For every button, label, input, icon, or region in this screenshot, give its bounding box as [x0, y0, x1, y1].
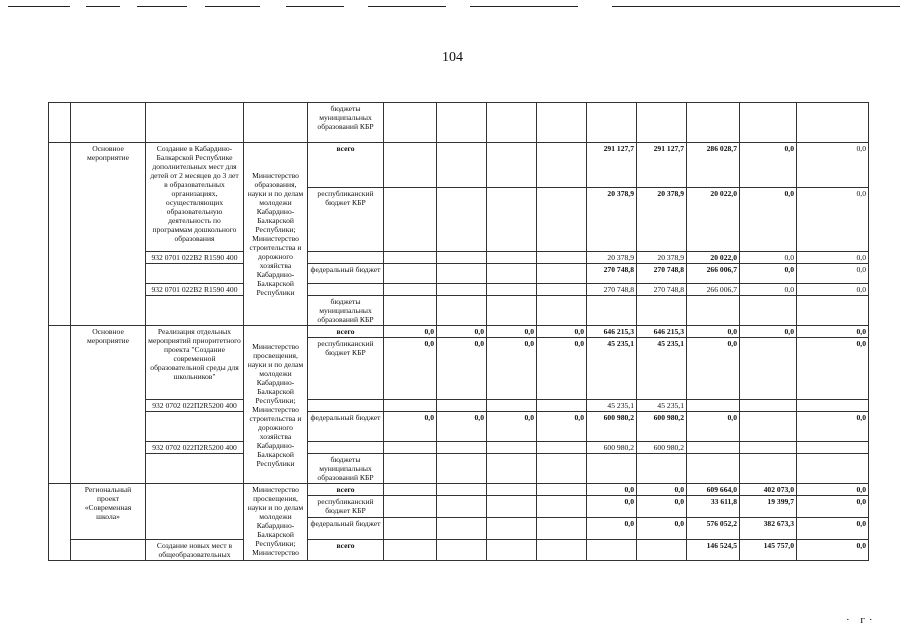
value-cell: 45 235,1: [637, 338, 687, 400]
table-cell: 0,0: [537, 412, 587, 442]
table-cell: [740, 400, 797, 412]
value-cell: 0,0: [740, 188, 797, 252]
value-cell: 20 378,9: [637, 188, 687, 252]
table-cell: [487, 400, 537, 412]
table-cell: [487, 188, 537, 252]
table-row: [49, 326, 869, 338]
table-cell: [487, 442, 537, 454]
table-cell: [537, 103, 587, 143]
value-cell: 291 127,7: [637, 143, 687, 188]
corner-mark: · г·: [846, 614, 877, 626]
table-cell: [487, 143, 537, 188]
table-cell: 0,0: [384, 412, 437, 442]
value-cell: 0,0: [797, 338, 869, 400]
table-cell: [437, 264, 487, 284]
table-cell: [437, 518, 487, 540]
value-cell: 0,0: [587, 496, 637, 518]
source-label: федеральный бюджет: [308, 264, 384, 284]
header-rule: [86, 6, 120, 7]
value-cell: 646 215,3: [637, 326, 687, 338]
table-cell: [146, 412, 244, 442]
table-cell: [384, 442, 437, 454]
table-cell: [687, 400, 740, 412]
table-cell: [384, 264, 437, 284]
table-cell: [537, 264, 587, 284]
table-cell: [637, 103, 687, 143]
page-number: 104: [442, 50, 463, 65]
value-cell: [740, 338, 797, 400]
value-cell: 576 052,2: [687, 518, 740, 540]
table-row: [49, 252, 869, 264]
table-cell: [384, 496, 437, 518]
table-cell: [384, 296, 437, 326]
table-cell: 0,0: [487, 412, 537, 442]
executor: Министерство просвещения, науки и по делам молодежи Кабардино-Балкарской Республики; Министерство: [244, 484, 308, 561]
value-cell: 20 022,0: [687, 252, 740, 264]
table-cell: [49, 326, 71, 484]
table-cell: [384, 252, 437, 264]
table-cell: [637, 454, 687, 484]
table-cell: [437, 484, 487, 496]
header-rule: [137, 6, 187, 7]
table-row: [49, 540, 869, 561]
table-cell: 0,0: [437, 412, 487, 442]
value-cell: 45 235,1: [637, 400, 687, 412]
value-cell: 270 748,8: [637, 264, 687, 284]
budget-table: [48, 102, 869, 561]
table-cell: [587, 296, 637, 326]
value-cell: 0,0: [797, 264, 869, 284]
value-cell: 20 022,0: [687, 188, 740, 252]
value-cell: 19 399,7: [740, 496, 797, 518]
value-cell: 600 980,2: [637, 442, 687, 454]
table-cell: [487, 496, 537, 518]
table-cell: [308, 442, 384, 454]
table-cell: 0,0: [537, 326, 587, 338]
table-cell: 0,0: [487, 326, 537, 338]
table-cell: [537, 400, 587, 412]
value-cell: 45 235,1: [587, 400, 637, 412]
table-cell: [49, 484, 71, 561]
value-cell: 0,0: [797, 326, 869, 338]
value-cell: 0,0: [797, 188, 869, 252]
table-cell: [437, 188, 487, 252]
value-cell: 0,0: [797, 484, 869, 496]
table-cell: [146, 296, 244, 326]
table-row: [49, 296, 869, 326]
table-cell: [437, 284, 487, 296]
table-cell: 0,0: [384, 326, 437, 338]
source-label: республиканский бюджет КБР: [308, 496, 384, 518]
header-rule: [612, 6, 900, 7]
value-cell: 33 611,8: [687, 496, 740, 518]
table-cell: [487, 264, 537, 284]
table-cell: [797, 103, 869, 143]
header-rule: [368, 6, 446, 7]
table-cell: [384, 103, 437, 143]
table-cell: [49, 103, 71, 143]
value-cell: 0,0: [740, 264, 797, 284]
value-cell: 266 006,7: [687, 264, 740, 284]
table-cell: [487, 252, 537, 264]
value-cell: 0,0: [687, 412, 740, 442]
table-cell: [437, 454, 487, 484]
table-cell: 0,0: [437, 338, 487, 400]
table-cell: [437, 143, 487, 188]
table-cell: [437, 252, 487, 264]
table-cell: [437, 540, 487, 561]
value-cell: 270 748,8: [587, 284, 637, 296]
activity-name: Создание в Кабардино-Балкарской Республике дополнительных мест для детей от 2 месяцев до 3 лет в образовательных организациях, осуществляющих образовательную деятельность по программам дошкольного образования: [146, 143, 244, 252]
value-cell: [740, 412, 797, 442]
table-cell: [437, 400, 487, 412]
value-cell: 266 006,7: [687, 284, 740, 296]
value-cell: 0,0: [687, 338, 740, 400]
table-cell: [384, 143, 437, 188]
table-cell: [687, 454, 740, 484]
source-label: федеральный бюджет: [308, 518, 384, 540]
table-cell: [537, 296, 587, 326]
value-cell: 291 127,7: [587, 143, 637, 188]
value-cell: 45 235,1: [587, 338, 637, 400]
value-cell: 0,0: [797, 518, 869, 540]
table-cell: [687, 442, 740, 454]
table-cell: 0,0: [437, 326, 487, 338]
table-cell: [71, 103, 146, 143]
table-cell: [537, 518, 587, 540]
table-cell: [437, 296, 487, 326]
source-label: всего: [308, 484, 384, 496]
header-rule: [8, 6, 70, 7]
table-cell: [308, 400, 384, 412]
activity-name: Создание новых мест в общеобразовательных: [146, 540, 244, 561]
source-label: республиканский бюджет КБР: [308, 338, 384, 400]
table-cell: [487, 454, 537, 484]
value-cell: 145 757,0: [740, 540, 797, 561]
table-cell: 0,0: [487, 338, 537, 400]
table-cell: [537, 143, 587, 188]
table-cell: [587, 540, 637, 561]
table-cell: [537, 284, 587, 296]
value-cell: 20 378,9: [587, 188, 637, 252]
table-cell: [740, 442, 797, 454]
table-cell: [740, 454, 797, 484]
table-cell: [308, 252, 384, 264]
table-cell: [49, 143, 71, 326]
executor: Министерство просвещения, науки и по делам молодежи Кабардино-Балкарской Республики; Министерство строительства и дорожного хозяйства Кабардино-Балкарской Республики: [244, 326, 308, 484]
value-cell: 600 980,2: [587, 412, 637, 442]
value-cell: 0,0: [797, 540, 869, 561]
table-cell: [487, 540, 537, 561]
kbk-code: 932 0702 022П2R5200 400: [146, 400, 244, 412]
value-cell: 0,0: [740, 252, 797, 264]
executor: Министерство образования, науки и по делам молодежи Кабардино-Балкарской Республики; Министерство строительства и дорожного хозяйства Кабардино-Балкарской Республики: [244, 143, 308, 326]
source-label: всего: [308, 540, 384, 561]
table-cell: [384, 454, 437, 484]
value-cell: 0,0: [637, 484, 687, 496]
table-cell: [437, 103, 487, 143]
table-row: [49, 400, 869, 412]
value-cell: 270 748,8: [587, 264, 637, 284]
table-row: [49, 143, 869, 188]
table-cell: [487, 484, 537, 496]
value-cell: 646 215,3: [587, 326, 637, 338]
activity-name: Реализация отдельных мероприятий приоритетного проекта "Создание современной образовательной среды для школьников": [146, 326, 244, 400]
value-cell: 0,0: [587, 484, 637, 496]
table-cell: [437, 496, 487, 518]
table-cell: [437, 442, 487, 454]
row-kind: Региональный проект «Современная школа»: [71, 484, 146, 540]
table-cell: [537, 454, 587, 484]
header-rule: [205, 6, 260, 7]
source-label: бюджеты муниципальных образований КБР: [308, 296, 384, 326]
value-cell: 0,0: [687, 326, 740, 338]
table-row: [49, 284, 869, 296]
table-cell: [740, 103, 797, 143]
table-cell: [537, 540, 587, 561]
value-cell: 0,0: [587, 518, 637, 540]
table-cell: [797, 400, 869, 412]
table-cell: [146, 454, 244, 484]
table-cell: [797, 442, 869, 454]
value-cell: 146 524,5: [687, 540, 740, 561]
table-cell: [146, 264, 244, 284]
header-rule: [286, 6, 344, 7]
table-cell: [637, 540, 687, 561]
table-cell: [537, 442, 587, 454]
row-kind: Основное мероприятие: [71, 326, 146, 484]
table-cell: [487, 296, 537, 326]
table-cell: [146, 484, 244, 540]
table-cell: [537, 188, 587, 252]
table-cell: [487, 103, 537, 143]
value-cell: 0,0: [797, 412, 869, 442]
table-cell: [587, 103, 637, 143]
value-cell: 382 673,3: [740, 518, 797, 540]
table-cell: [797, 296, 869, 326]
table-cell: [537, 252, 587, 264]
table-cell: 0,0: [384, 338, 437, 400]
table-cell: [537, 484, 587, 496]
table-cell: [308, 284, 384, 296]
table-cell: [687, 296, 740, 326]
kbk-code: 932 0701 022В2 R1590 400: [146, 284, 244, 296]
source-label: всего: [308, 326, 384, 338]
value-cell: 0,0: [740, 326, 797, 338]
table-cell: 0,0: [537, 338, 587, 400]
table-cell: [637, 296, 687, 326]
table-row: [49, 454, 869, 484]
value-cell: 0,0: [797, 143, 869, 188]
table-cell: [244, 103, 308, 143]
table-row: [49, 484, 869, 496]
table-row: [49, 412, 869, 442]
table-cell: [384, 188, 437, 252]
value-cell: 286 028,7: [687, 143, 740, 188]
table-cell: [384, 518, 437, 540]
table-cell: [384, 284, 437, 296]
value-cell: 609 664,0: [687, 484, 740, 496]
kbk-code: 932 0702 022П2R5200 400: [146, 442, 244, 454]
source-label: бюджеты муниципальных образований КБР: [308, 103, 384, 143]
table-cell: [71, 540, 146, 561]
value-cell: 0,0: [797, 284, 869, 296]
value-cell: 402 073,0: [740, 484, 797, 496]
table-cell: [384, 484, 437, 496]
value-cell: 0,0: [637, 496, 687, 518]
value-cell: 600 980,2: [637, 412, 687, 442]
value-cell: 0,0: [740, 284, 797, 296]
value-cell: 600 980,2: [587, 442, 637, 454]
table-cell: [384, 400, 437, 412]
value-cell: 20 378,9: [637, 252, 687, 264]
table-row: [49, 264, 869, 284]
table-cell: [384, 540, 437, 561]
table-cell: [487, 518, 537, 540]
table-cell: [587, 454, 637, 484]
source-label: бюджеты муниципальных образований КБР: [308, 454, 384, 484]
source-label: федеральный бюджет: [308, 412, 384, 442]
kbk-code: 932 0701 022В2 R1590 400: [146, 252, 244, 264]
value-cell: 0,0: [740, 143, 797, 188]
value-cell: 0,0: [797, 252, 869, 264]
value-cell: 0,0: [797, 496, 869, 518]
table-row: [49, 103, 869, 143]
source-label: всего: [308, 143, 384, 188]
value-cell: 20 378,9: [587, 252, 637, 264]
table-cell: [487, 284, 537, 296]
table-cell: [537, 496, 587, 518]
value-cell: 270 748,8: [637, 284, 687, 296]
header-rule: [470, 6, 578, 7]
row-kind: Основное мероприятие: [71, 143, 146, 326]
table-cell: [146, 103, 244, 143]
table-cell: [740, 296, 797, 326]
source-label: республиканский бюджет КБР: [308, 188, 384, 252]
value-cell: 0,0: [637, 518, 687, 540]
table-cell: [687, 103, 740, 143]
table-row: [49, 442, 869, 454]
table-cell: [797, 454, 869, 484]
